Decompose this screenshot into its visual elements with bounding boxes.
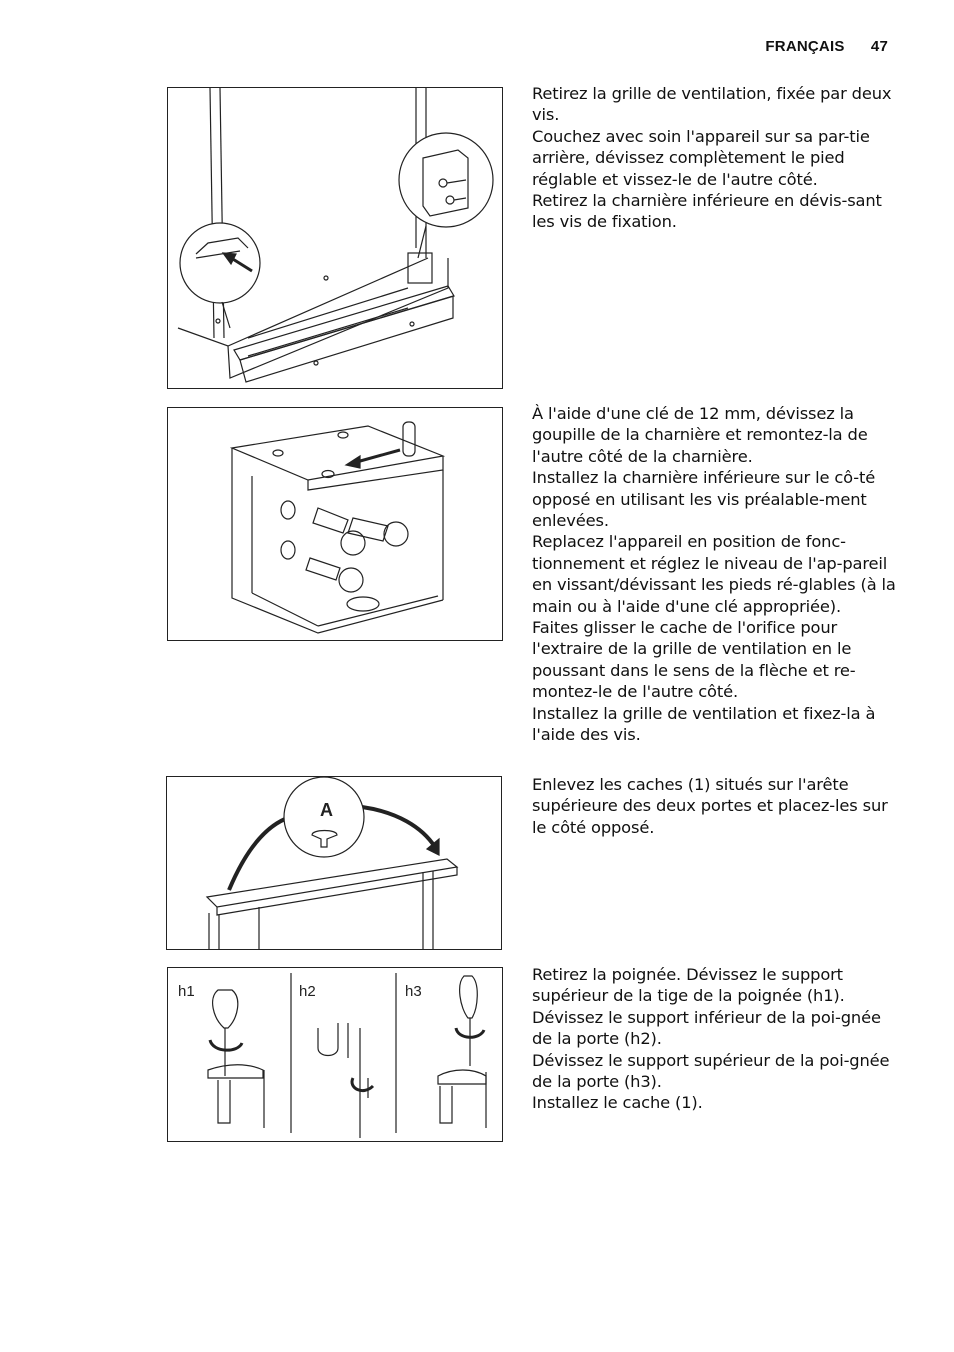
panel-label-h3: h3 <box>405 983 422 1000</box>
step-4-text <box>532 964 902 1114</box>
page-number: 47 <box>870 38 888 55</box>
step-2-paragraph: Installez la grille de ventilation et fixez-la à l'aide des vis. <box>532 703 876 745</box>
step-2-paragraph: Replacez l'appareil en position de fonc-tionnement et réglez le niveau de l'ap-pareil en vissant/dévissant les pieds ré-glables (à la main ou à l'aide d'une clé appropriée). <box>532 532 896 616</box>
step-2-paragraph: Installez la charnière inférieure sur le cô-té opposé en utilisant les vis préalable-ment enlevées. <box>532 468 876 531</box>
page-header <box>765 38 888 55</box>
step-4-paragraph: Installez le cache (1). <box>532 1093 703 1113</box>
section-title: FRANÇAIS <box>765 38 845 55</box>
figure-door-caps <box>166 776 502 950</box>
figure-hinge-screws <box>167 407 503 641</box>
step-2-text <box>532 403 902 746</box>
step-4-paragraph: Dévissez le support inférieur de la poi-gnée de la porte (h2). <box>532 1007 881 1049</box>
hinge-screws-illustration <box>168 408 502 640</box>
step-3-text <box>532 774 902 838</box>
step-1-paragraph: Retirez la grille de ventilation, fixée par deux vis. <box>532 84 892 125</box>
figure-ventilation-grille <box>167 87 503 389</box>
step-3-paragraph: Enlevez les caches (1) situés sur l'arête supérieure des deux portes et placez-les sur le côté opposé. <box>532 775 888 837</box>
cap-label-a: A <box>320 800 333 820</box>
panel-label-h2: h2 <box>299 983 316 1000</box>
step-1-paragraph: Couchez avec soin l'appareil sur sa par-tie arrière, dévissez complètement le pied réglable et vissez-le de l'autre côté. <box>532 126 870 189</box>
door-caps-illustration <box>167 777 501 949</box>
step-1-paragraph: Retirez la charnière inférieure en dévis-sant les vis de fixation. <box>532 191 882 232</box>
step-2-paragraph: À l'aide d'une clé de 12 mm, dévissez la goupille de la charnière et remontez-la de l'autre côté de la charnière. <box>532 404 868 466</box>
step-1-text <box>532 83 902 233</box>
step-4-paragraph: Dévissez le support supérieur de la poi-gnée de la porte (h3). <box>532 1050 890 1092</box>
handle-removal-illustration <box>168 968 502 1141</box>
step-2-paragraph: Faites glisser le cache de l'orifice pour l'extraire de la grille de ventilation en le poussant dans le sens de la flèche et re-montez-le de l'autre côté. <box>532 618 856 702</box>
step-4-paragraph: Retirez la poignée. Dévissez le support supérieur de la tige de la poignée (h1). <box>532 965 845 1006</box>
panel-label-h1: h1 <box>178 983 195 1000</box>
figure-handle-removal <box>167 967 503 1142</box>
ventilation-grille-illustration <box>168 88 502 388</box>
